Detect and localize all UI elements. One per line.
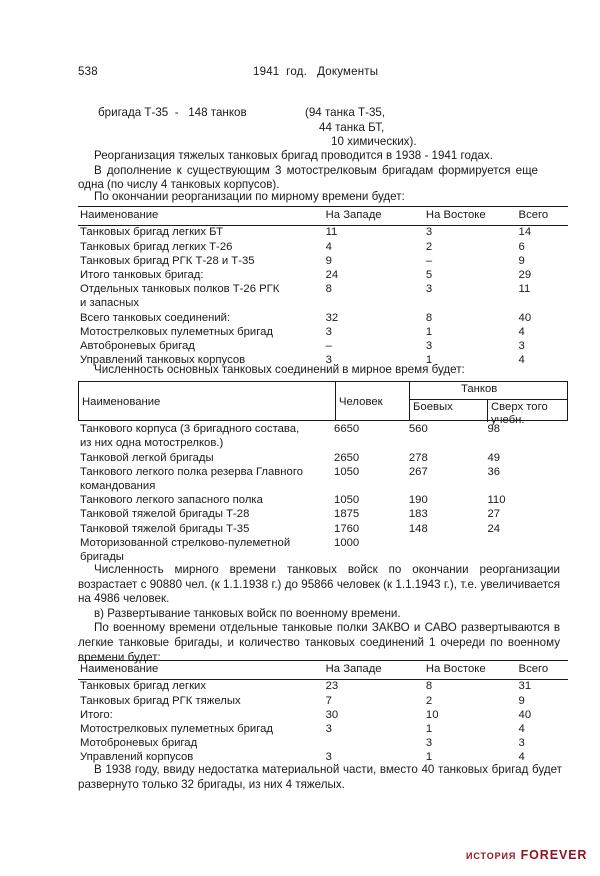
table-3-header-east: На Востоке xyxy=(424,661,517,680)
cell-extra xyxy=(485,480,568,494)
table-row xyxy=(78,708,568,722)
table-row xyxy=(78,283,568,297)
cell-people: 2650 xyxy=(334,451,360,464)
table-1-header-row xyxy=(78,207,568,226)
cell-total: 4 xyxy=(518,751,525,764)
cell-name: бригады xyxy=(80,550,124,563)
table-row xyxy=(78,537,568,551)
cell-total: 40 xyxy=(518,311,532,324)
cell-west: 11 xyxy=(325,226,338,239)
cell-name: Мотострелковых пулеметных бригад xyxy=(80,325,273,338)
table-3-header-row xyxy=(78,661,568,680)
cell-total: 4 xyxy=(518,354,525,367)
header-vertical-rule-2 xyxy=(409,382,410,420)
cell-east: 1 xyxy=(425,751,433,764)
running-head xyxy=(78,66,538,84)
cell-extra: 110 xyxy=(487,494,506,507)
paragraph-bottom-1: В 1938 году, ввиду недостатка материальной части, вместо 40 танковых бригад будет развернуто только 32 бригады, из них 4 тяжелых. xyxy=(78,763,562,791)
cell-name: Итого танковых бригад: xyxy=(80,268,204,281)
table-row xyxy=(78,240,568,254)
cell-people: 1000 xyxy=(334,536,360,549)
cell-total: 11 xyxy=(518,283,531,296)
cell-name: Танкового легкого полка резерва Главного xyxy=(80,465,303,478)
paragraph-intro-table2 xyxy=(78,363,548,378)
header-vertical-rule-3 xyxy=(487,399,488,422)
table-1-header-west: На Западе xyxy=(324,207,424,226)
cell-east: 3 xyxy=(425,226,433,239)
table-row xyxy=(78,680,568,695)
cell-combat xyxy=(407,437,486,451)
cell-extra: 49 xyxy=(487,451,501,464)
cell-combat: 183 xyxy=(408,508,428,521)
paragraph-reorg-1: Реорганизация тяжелых танковых бригад проводится в 1938 - 1941 годах. xyxy=(94,149,493,162)
lead-lines xyxy=(98,106,538,152)
table-3-header-total: Всего xyxy=(517,661,568,680)
lead-left-text: бригада Т-35 - 148 танков xyxy=(98,106,247,119)
cell-name: Управлений корпусов xyxy=(80,751,194,764)
table-3-header-name: Наименование xyxy=(78,661,324,680)
cell-east: 3 xyxy=(425,283,433,296)
cell-total: 3 xyxy=(518,737,525,750)
cell-east: – xyxy=(425,254,433,267)
cell-west: 4 xyxy=(325,240,332,253)
cell-west: 3 xyxy=(325,325,332,338)
table-2-body xyxy=(78,423,568,565)
paragraph-middle-2: в) Развертывание танковых войск по военному времени. xyxy=(94,606,401,620)
cell-east: 8 xyxy=(425,311,433,324)
cell-extra: 36 xyxy=(487,465,501,478)
lead-right-line-2: 44 танка БТ, xyxy=(319,120,385,134)
paragraph-middle-block xyxy=(78,563,560,665)
table-row xyxy=(78,269,568,283)
cell-extra xyxy=(485,537,568,551)
cell-west: 7 xyxy=(325,694,332,707)
cell-name: Танковой легкой бригады xyxy=(80,451,214,464)
table-1-header-total: Всего xyxy=(517,207,568,226)
cell-people: 6650 xyxy=(334,423,360,436)
table-2-header-extra: Сверх того учебн. xyxy=(491,401,548,426)
cell-extra xyxy=(485,437,568,451)
cell-combat: 148 xyxy=(408,522,428,535)
cell-total: 6 xyxy=(518,240,525,253)
cell-east: 5 xyxy=(425,268,433,281)
table-3-header-west: На Западе xyxy=(324,661,424,680)
table-row xyxy=(78,226,568,241)
table-row xyxy=(78,494,568,508)
cell-people: 1050 xyxy=(334,465,360,478)
table-row xyxy=(78,723,568,737)
cell-combat: 560 xyxy=(408,423,428,436)
cell-total: 31 xyxy=(518,680,532,693)
table-2-header-name: Наименование xyxy=(82,396,161,408)
table-unit-strength xyxy=(78,381,568,565)
cell-name: Отдельных танковых полков Т-26 РГК xyxy=(80,283,280,296)
table-1 xyxy=(78,206,568,368)
cell-people xyxy=(332,437,407,451)
cell-name: Итого: xyxy=(80,708,113,721)
lead-right-text xyxy=(305,106,535,150)
table-2-header-combat: Боевых xyxy=(413,401,453,413)
cell-east: 1 xyxy=(425,325,433,338)
cell-name: Мотоброневых бригад xyxy=(80,737,198,750)
cell-combat xyxy=(407,480,486,494)
page-number: 538 xyxy=(78,66,98,78)
table-2-header-box xyxy=(78,381,568,426)
cell-west: 9 xyxy=(325,254,332,267)
cell-west: 32 xyxy=(325,311,339,324)
cell-west: 30 xyxy=(325,708,339,721)
paragraph-intro-table1 xyxy=(78,190,538,205)
cell-name: Мотострелковых пулеметных бригад xyxy=(80,722,273,735)
header-horizontal-rule xyxy=(409,399,567,400)
table-peacetime-units xyxy=(78,206,568,368)
header-vertical-rule-1 xyxy=(335,382,336,420)
cell-east: 1 xyxy=(425,722,433,735)
intro-table1-text: По окончании реорганизации по мирному времени будет: xyxy=(94,190,405,203)
table-row xyxy=(78,297,568,311)
paragraph-reorganization xyxy=(78,149,538,193)
paragraph-reorg-2: В дополнение к существующим 3 мотострелковым бригадам формируется еще одна (по числу 4 танковых корпусов). xyxy=(78,163,538,192)
cell-extra: 24 xyxy=(487,522,501,535)
cell-total xyxy=(517,297,568,311)
table-row xyxy=(78,311,568,325)
table-row xyxy=(78,508,568,522)
table-row xyxy=(78,737,568,751)
cell-total: 9 xyxy=(518,254,525,267)
cell-east: 8 xyxy=(425,680,433,693)
cell-west: 24 xyxy=(325,268,339,281)
cell-east xyxy=(424,297,517,311)
cell-combat: 267 xyxy=(408,465,428,478)
running-title: 1941 год. Документы xyxy=(253,66,379,78)
table-1-header-east: На Востоке xyxy=(424,207,517,226)
table-wartime-units xyxy=(78,660,568,765)
cell-name: Моторизованной стрелково-пулеметной xyxy=(80,536,291,549)
cell-total: 29 xyxy=(518,268,532,281)
cell-east: 1 xyxy=(425,354,433,367)
cell-extra: 98 xyxy=(487,423,501,436)
table-2-header-tanks: Танков xyxy=(461,383,498,395)
cell-name: Управлений танковых корпусов xyxy=(80,354,246,367)
table-row xyxy=(78,522,568,536)
cell-east: 3 xyxy=(425,339,433,352)
cell-name: Танкового корпуса (3 бригадного состава, xyxy=(80,423,300,436)
cell-east: 3 xyxy=(425,737,433,750)
table-row xyxy=(78,437,568,451)
cell-total: 4 xyxy=(518,325,525,338)
paragraph-bottom xyxy=(78,763,562,792)
cell-people: 1875 xyxy=(334,508,360,521)
lead-right-line-1: (94 танка Т-35, xyxy=(305,106,386,119)
cell-west: 23 xyxy=(325,680,339,693)
intro-table2-text: Численность основных танковых соединений в мирное время будет: xyxy=(94,363,465,376)
cell-west: 3 xyxy=(325,722,332,735)
cell-people: 1050 xyxy=(334,494,360,507)
cell-west: – xyxy=(325,339,332,352)
cell-name: Танковых бригад РГК тяжелых xyxy=(80,694,241,707)
table-3 xyxy=(78,660,568,765)
table-row xyxy=(78,325,568,339)
table-row xyxy=(78,451,568,465)
cell-total: 4 xyxy=(518,722,525,735)
cell-combat: 278 xyxy=(408,451,428,464)
cell-name: Танковых бригад РГК Т-28 и Т-35 xyxy=(80,254,255,267)
cell-total: 14 xyxy=(518,226,532,239)
cell-name: Танковых бригад легких Т-26 xyxy=(80,240,233,253)
paragraph-middle-3: По военному времени отдельные танковые полки ЗАКВО и САВО развертываются в легкие танковые бригады, и количество танковых соединений 1 очереди по военному времени будет: xyxy=(78,621,560,664)
lead-right-line-3: 10 химических). xyxy=(331,135,417,149)
table-1-header-name: Наименование xyxy=(78,207,324,226)
table-row xyxy=(78,694,568,708)
cell-name: Танковых бригад легких БТ xyxy=(80,226,223,239)
cell-people: 1760 xyxy=(334,522,360,535)
cell-east: 2 xyxy=(425,694,433,707)
cell-east: 10 xyxy=(425,708,439,721)
cell-total: 3 xyxy=(518,339,525,352)
cell-west: 3 xyxy=(325,751,332,764)
cell-name: командования xyxy=(80,480,156,493)
cell-west: 3 xyxy=(325,354,332,367)
cell-name: Автоброневых бригад xyxy=(80,339,195,352)
cell-east: 2 xyxy=(425,240,433,253)
cell-total: 40 xyxy=(518,708,532,721)
cell-name: Танковой тяжелой бригады Т-35 xyxy=(80,522,250,535)
cell-west xyxy=(324,297,424,311)
table-2-header-people: Человек xyxy=(339,396,383,408)
cell-name: Всего танковых соединений: xyxy=(80,311,231,324)
cell-west xyxy=(324,737,424,751)
cell-name: Танковых бригад легких xyxy=(80,680,207,693)
cell-total: 9 xyxy=(518,694,525,707)
cell-people xyxy=(332,480,407,494)
table-row xyxy=(78,480,568,494)
cell-name: из них одна мотострелков.) xyxy=(80,437,224,450)
cell-name: Танковой тяжелой бригады Т-28 xyxy=(80,508,250,521)
table-row xyxy=(78,254,568,268)
cell-combat xyxy=(407,537,486,551)
paragraph-middle-1: Численность мирного времени танковых войск по окончании реорганизации возрастает с 90880 чел. (к 1.1.1938 г.) до 95866 человек (к 1.1.1943 г.), т.е. увеличивается на 4986 человек. xyxy=(78,563,560,606)
watermark: история FOREVER xyxy=(466,848,588,862)
table-row xyxy=(78,340,568,354)
cell-name: Танкового легкого запасного полка xyxy=(80,494,263,507)
cell-name: и запасных xyxy=(80,297,139,310)
cell-extra: 27 xyxy=(487,508,501,521)
cell-west: 8 xyxy=(325,283,332,296)
cell-combat: 190 xyxy=(408,494,428,507)
table-row xyxy=(78,466,568,480)
